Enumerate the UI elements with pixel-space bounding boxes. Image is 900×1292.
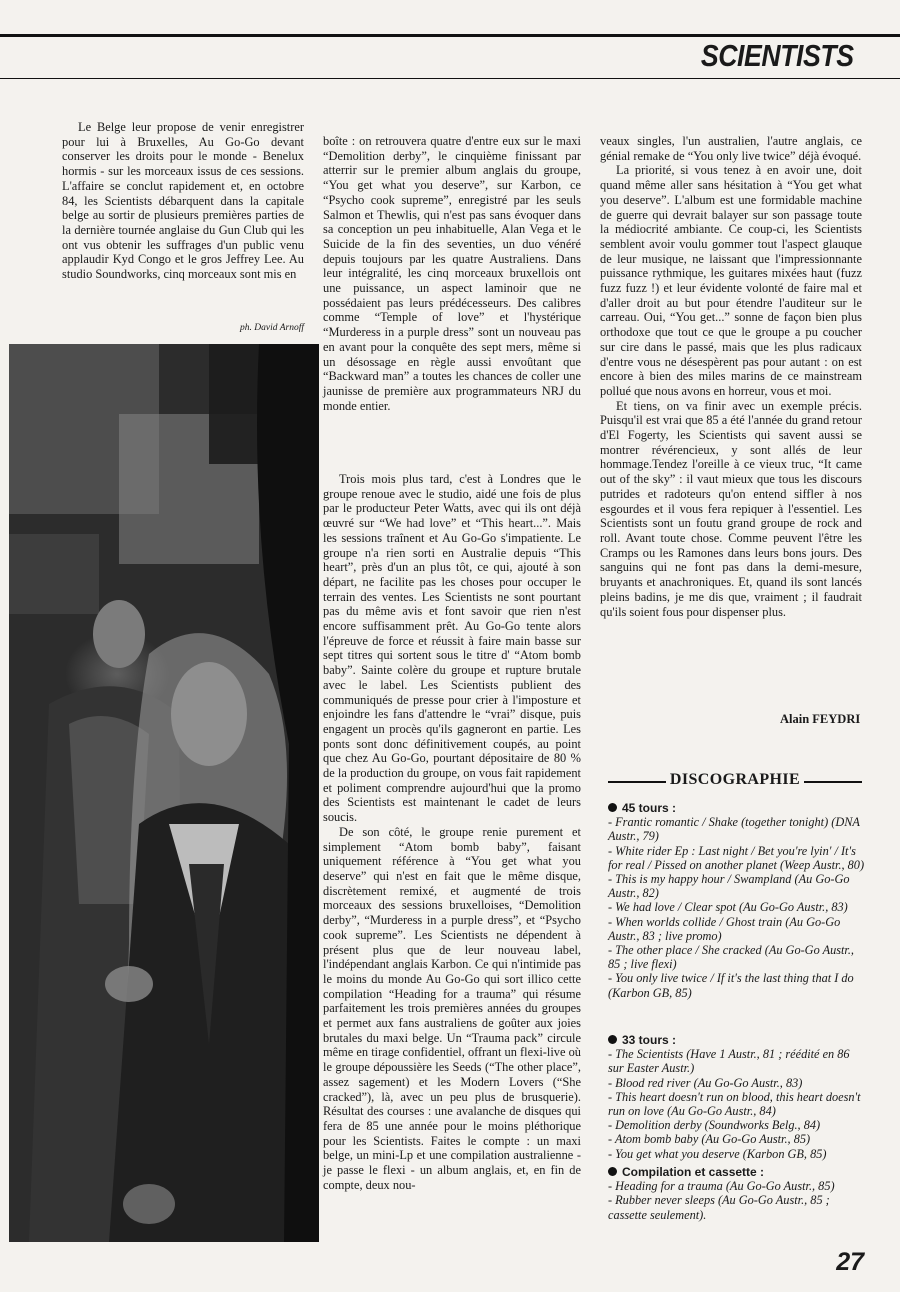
photo-credit: ph. David Arnoff: [240, 323, 304, 333]
list-item: - Blood red river (Au Go-Go Austr., 83): [608, 1075, 803, 1090]
list-item: - Atom bomb baby (Au Go-Go Austr., 85): [608, 1132, 811, 1147]
discography-title-box: [608, 771, 862, 793]
divider: [804, 781, 862, 783]
paragraph: La priorité, si vous tenez à en avoir une, doit quand même aller sans hésitation à “You get what you deserve”. L'album est une formidable machine de guerre qui devrait balayer sur son passage toute la médiocrité ambiante. Ce coup-ci, les Scientists semblent avoir voulu gommer tout l'aspect glauque de leur musique, ne laissant que l'impressionnante puissance rythmique, les guitares mixées haut (fuzz fuzz fuzz !) et leur évidente volonté de faire mal et d'aller droit au but pour étendre l'auditeur sur le carreau. Oui, “You get...” sonne de façon bien plus orthodoxe que tout ce que le groupe a pu coucher sur cire dans le passé, mais que les plus radicaux d'entre vous ne désespèrent pas pour autant : on est encore à bien des miles marins de ce mainstream pollué que nous avons en horreur, vous et moi.: [600, 163, 862, 398]
top-rule: [0, 34, 900, 37]
article-column-3: [600, 134, 862, 619]
discography-section-compilation: [608, 1165, 866, 1222]
page-number: 27: [836, 1248, 864, 1276]
list-item: - This is my happy hour / Swampland (Au Go-Go Austr., 82): [608, 872, 850, 901]
list-item: - Frantic romantic / Shake (together tonight) (DNA Austr., 79): [608, 815, 860, 844]
section-heading-row: [608, 1033, 866, 1047]
list-item: - When worlds collide / Ghost train (Au Go-Go Austr., 83 ; live promo): [608, 914, 841, 943]
article-column-1: [62, 120, 304, 282]
author-signature: Alain FEYDRI: [780, 712, 861, 726]
paragraph: veaux singles, l'un australien, l'autre anglais, ce génial remake de “You only live twice” déjà évoqué.: [600, 134, 862, 163]
paragraph: Et tiens, on va finir avec un exemple précis. Puisqu'il est vrai que 85 a été l'année du grand retour d'El Fogerty, les Scientists qui savent aussi se montrer révérencieux, y sont allés de leur hommage.Tendez l'oreille à ce vieux truc, “It came out of the sky” : il vaut mieux que tous les discours putrides et radoteurs qu'on entend siffler à nos esgourdes et il vous fera repiquer à l'essentiel. Les Scientists sont un foutu grand groupe de rock and roll. Avant toute chose. Comme peuvent l'être les Cramps ou les Ramones dans leurs bons jours. Des sanguins qui ne font pas dans la demi-mesure, bruyants et anachroniques. Et, quand ils sont lancés pleins badins, je me dis que, vraiment ; il faudrait qu'ils soient fous pour dispenser plus.: [600, 398, 862, 619]
list-item: - The other place / She cracked (Au Go-Go Austr., 85 ; live flexi): [608, 943, 854, 972]
bullet-icon: [608, 1167, 617, 1176]
bullet-icon: [608, 803, 617, 812]
paragraph: boîte : on retrouvera quatre d'entre eux sur le maxi “Demolition derby”, le cinquième finissant par atterrir sur le premier album anglais du groupe, “You get what you deserve”, sur Karbon, ce “Psycho cook supreme”, enregistré par les seuls Salmon et Thewlis, qui n'est pas sans évoquer dans sa conception un peu inhabituelle, Alan Vega et le Suicide de la fin des seventies, un duo vénéré depuis toujours par les quatre Australiens. Dans leur intégralité, les cinq morceaux bruxellois ont une puissance, un aspect laminoir que ne possédaient pas leurs prédécesseurs. Des calibres comme “Temple of love” et l'hystérique “Murderess in a purple dress” sont un nouveau pas en avant pour la conquête des sept mers, même si un désossage en règle aussi envoûtant que “Backward man” a toutes les chances de coller une jaunisse de première aux programmateurs NRJ du monde entier.: [323, 134, 581, 413]
list-item: - You only live twice / If it's the last thing that I do (Karbon GB, 85): [608, 971, 854, 1000]
section-heading-row: [608, 1165, 866, 1179]
discography-title: DISCOGRAPHIE: [669, 771, 801, 788]
list-item: - Heading for a trauma (Au Go-Go Austr., 85): [608, 1179, 835, 1194]
section-heading: SCIENTISTS: [701, 38, 854, 73]
discography-section-33: [608, 1033, 866, 1161]
divider: [608, 781, 666, 783]
list-item: - This heart doesn't run on blood, this heart doesn't run on love (Au Go-Go Austr., 84): [608, 1089, 861, 1119]
paragraph: Trois mois plus tard, c'est à Londres que le groupe renoue avec le studio, aidé une fois de plus par le producteur Peter Watts, avec qui ils ont déjà œuvré sur “We had love” et “This heart...”. Mais les sessions traînent et Au Go-Go s'impatiente. Le groupe n'a rien sorti en Australie depuis “This heart”, près d'un an plus tôt, ce qui, ajouté à son départ, ne facilite pas les choses pour occuper le terrain des ventes. Les Scientists ne sont pourtant pas du même avis et font savoir que rien n'est encore suffisamment prêt. Au Go-Go tente alors l'épreuve de force et réussit à faire main basse sur sept titres qui sortent sous le titre d' “Atom bomb baby”. Sainte colère du groupe et rupture brutale avec le label. Les Scientists publient des communiqués de presse pour crier à l'imposture et enjoindre les fans d'attendre le “vrai” disque, puis engagent un procès qu'ils gagneront en partie. Les ponts sont donc définitivement coupés, au point que chez Au Go-Go, pourtant dépositaire de 80 % de la production du groupe, on vous fait rapidement et poliment comprendre aujourd'hui que la promo des Scientists est maintenant le cadet de leurs soucis.: [323, 472, 581, 825]
photo-shapes: [9, 344, 319, 1242]
section-label: 45 tours :: [622, 801, 677, 815]
paragraph: De son côté, le groupe renie purement et simplement “Atom bomb baby”, faisant uniquement référence à “You get what you deserve” qui n'est en fait que le même disque, discrètement remixé, et augmenté de trois morceaux des sessions bruxelloises, “Demolition derby”, “Murderess in a purple dress”, et “Psycho cook supreme”. Les Scientists ne dépendent à présent plus que de leur nouveau label, l'indépendant anglais Karbon. Ce qui n'intimide pas le moins du monde Au Go-Go qui sort illico cette compilation “Heading for a trauma” qui résume parfaitement les trois premières années du groupes et permet aux fans australiens de goûter aux joies brutales du maxi belge. Un “Trauma pack” circule même en tirage confidentiel, offrant un flexi-live où le groupe dépoussière les Seeds (“The other place”, assez sagement) et les Modern Lovers (“She cracked”), là, avec un peu plus de brusquerie). Résultat des courses : une avalanche de disques qui fera de 85 une année pour le moins pléthorique pour les Scientists. Faites le compte : un maxi belge, un mini-Lp et une compilation australienne - je passe le flexi - un album anglais, et, en fin de compte, deux nou-: [323, 824, 581, 1192]
article-column-2b: [323, 472, 581, 1192]
list-item: - The Scientists (Have 1 Austr., 81 ; réédité en 86 sur Easter Austr.): [608, 1047, 850, 1076]
list-item: - We had love / Clear spot (Au Go-Go Austr., 83): [608, 900, 848, 915]
section-heading-row: [608, 801, 866, 815]
header-rule: [0, 78, 900, 79]
article-column-2: [323, 134, 581, 413]
band-photo: [9, 344, 319, 1242]
section-label: Compilation et cassette :: [622, 1165, 765, 1179]
bullet-icon: [608, 1035, 617, 1044]
section-label: 33 tours :: [622, 1033, 677, 1047]
list-item: - White rider Ep : Last night / Bet you're lyin' / It's for real / Pissed on another planet (Weep Austr., 80): [608, 843, 865, 872]
list-item: - You get what you deserve (Karbon GB, 85): [608, 1146, 827, 1161]
list-item: - Demolition derby (Soundworks Belg., 84): [608, 1118, 821, 1133]
discography-section-45: [608, 801, 866, 1000]
list-item: - Rubber never sleeps (Au Go-Go Austr., 85 ; cassette seulement).: [608, 1193, 830, 1222]
paragraph: Le Belge leur propose de venir enregistrer pour lui à Bruxelles, Au Go-Go devant conserver les droits pour le monde - Benelux hormis - sur les morceaux issus de ces sessions. L'affaire se conclut rapidement et, en octobre 84, les Scientists débarquent dans la capitale belge au sortir de plusieurs premières parties de la dernière tournée anglaise du Gun Club qui les ont vus obtenir les suffrages d'un public venu applaudir Kyd Congo et le gros Jeffrey Lee. Au studio Soundworks, cinq morceaux sont mis en: [62, 120, 304, 282]
